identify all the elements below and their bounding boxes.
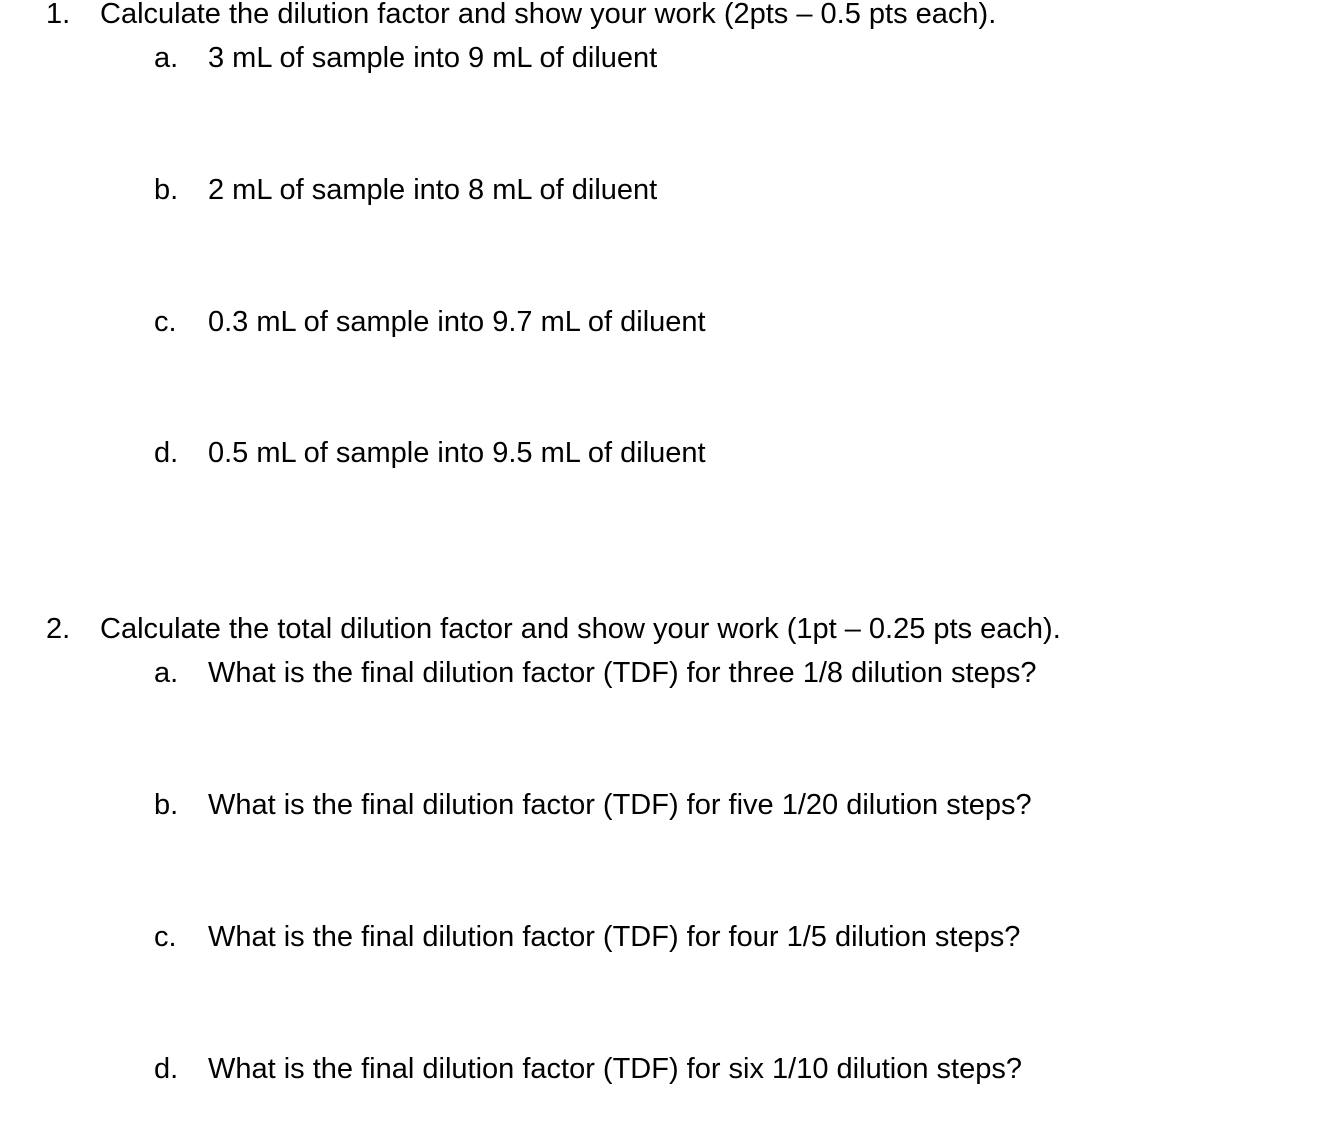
item-letter: c. <box>154 306 177 338</box>
item-letter: c. <box>154 921 177 953</box>
question-2-prompt: Calculate the total dilution factor and show your work (1pt – 0.25 pts each). <box>100 613 1061 645</box>
item-letter: d. <box>154 437 179 469</box>
item-text: 0.5 mL of sample into 9.5 mL of diluent <box>208 437 706 469</box>
item-text: What is the final dilution factor (TDF) for three 1/8 dilution steps? <box>208 657 1037 689</box>
item-text: What is the final dilution factor (TDF) for five 1/20 dilution steps? <box>208 789 1032 821</box>
item-text: 3 mL of sample into 9 mL of diluent <box>208 42 658 74</box>
item-text: 0.3 mL of sample into 9.7 mL of diluent <box>208 306 706 338</box>
item-text: What is the final dilution factor (TDF) for six 1/10 dilution steps? <box>208 1053 1022 1085</box>
item-text: 2 mL of sample into 8 mL of diluent <box>208 174 658 206</box>
item-text: What is the final dilution factor (TDF) for four 1/5 dilution steps? <box>208 921 1021 953</box>
item-letter: d. <box>154 1053 179 1085</box>
item-letter: a. <box>154 657 179 689</box>
question-1-number: 1. <box>46 0 71 30</box>
item-letter: a. <box>154 42 179 74</box>
item-letter: b. <box>154 789 179 821</box>
question-1-prompt: Calculate the dilution factor and show your work (2pts – 0.5 pts each). <box>100 0 997 30</box>
item-letter: b. <box>154 174 179 206</box>
question-2-number: 2. <box>46 613 71 645</box>
